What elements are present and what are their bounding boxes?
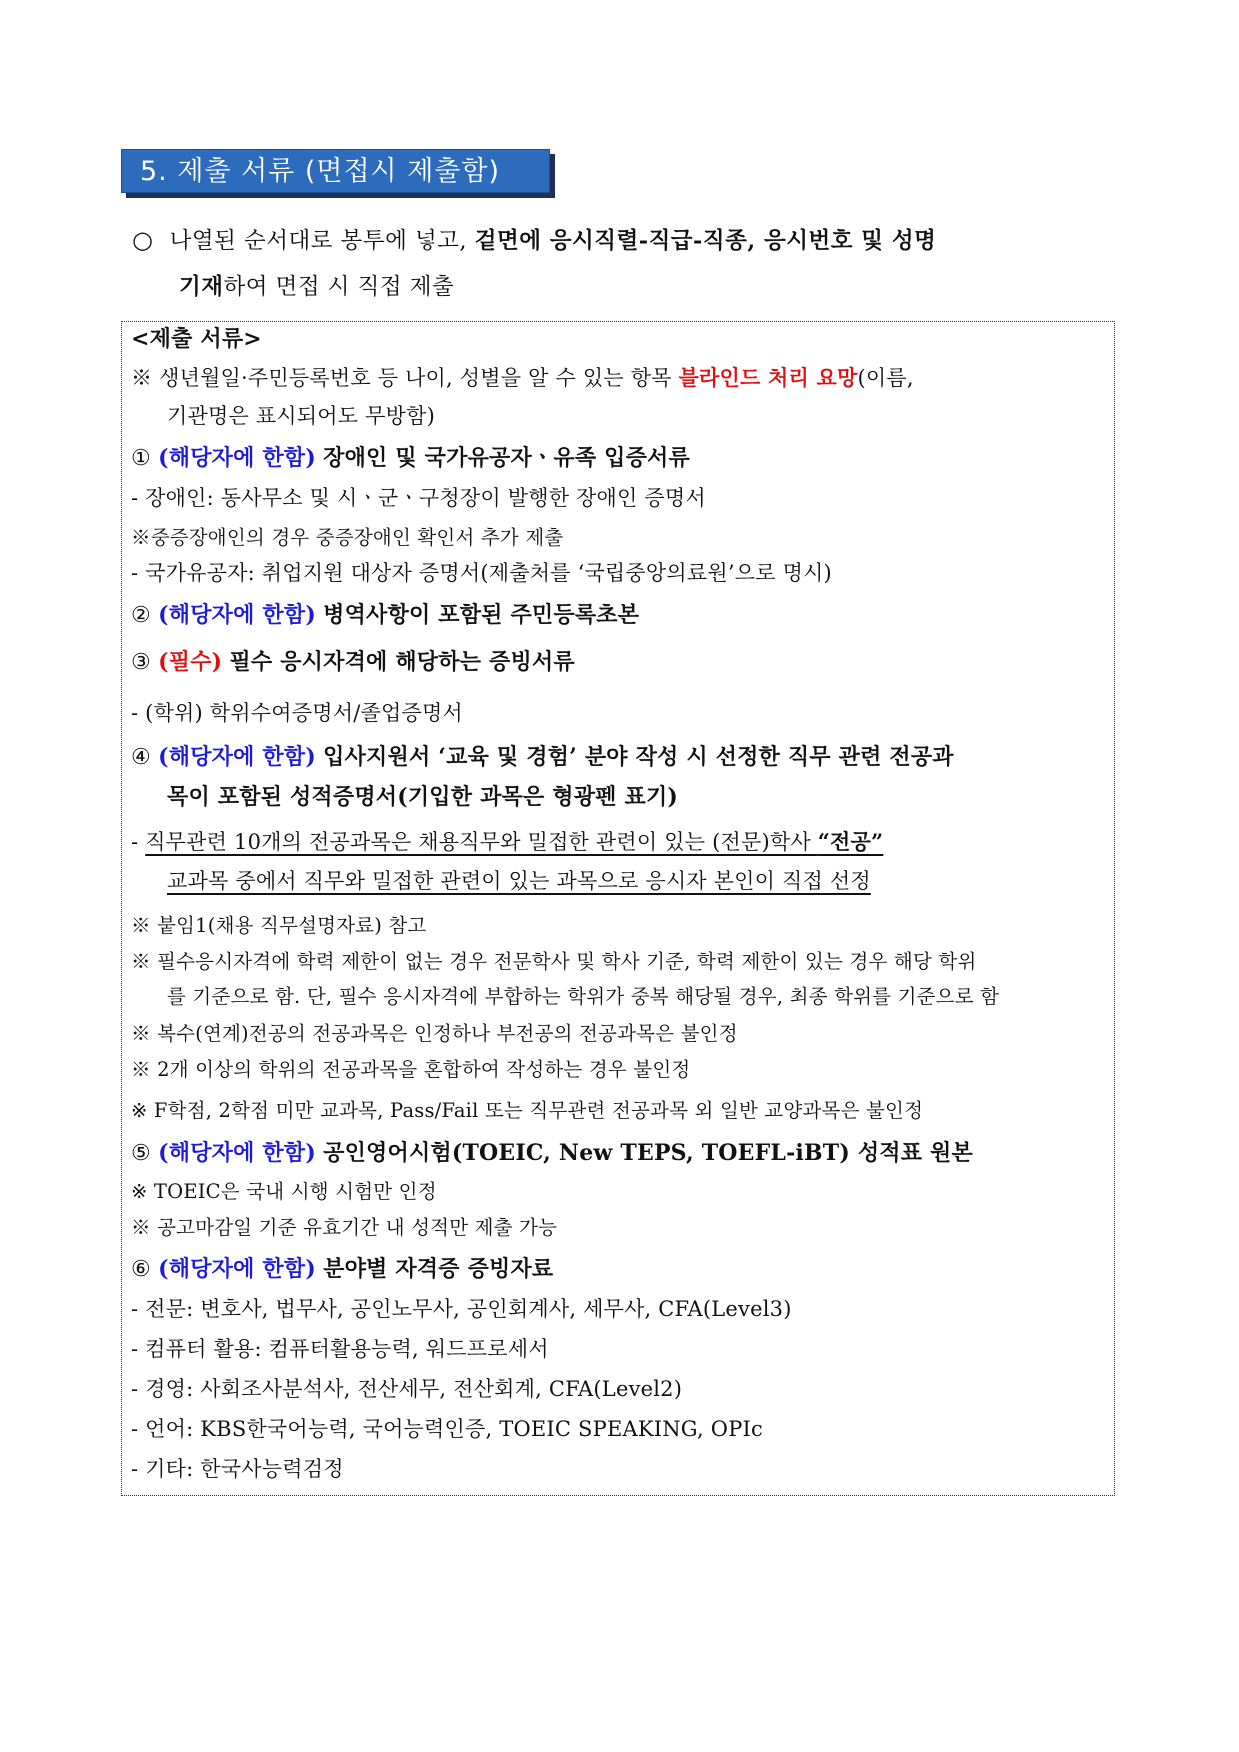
item4-note-5: ※ F학점, 2학점 미만 교과목, Pass/Fail 또는 직무관련 전공과목 외 일반 교양과목은 불인정	[131, 1099, 924, 1122]
item5-note-2: ※ 공고마감일 기준 유효기간 내 성적만 제출 가능	[131, 1216, 558, 1239]
item6-line-1: - 전문: 변호사, 법무사, 공인노무사, 공인회계사, 세무사, CFA(Level3)	[131, 1297, 792, 1321]
item1-heading	[131, 441, 690, 472]
item4-underline-2	[131, 865, 871, 895]
item6-line-4: - 언어: KBS한국어능력, 국어능력인증, TOEIC SPEAKING, OPIc	[131, 1417, 763, 1441]
item1-line-3: - 국가유공자: 취업지원 대상자 증명서(제출처를 ‘국립중앙의료원’으로 명시)	[131, 561, 832, 585]
item4-note-4: ※ 2개 이상의 학위의 전공과목을 혼합하여 작성하는 경우 불인정	[131, 1058, 691, 1081]
intro-text-bold-2: 기재	[179, 274, 224, 300]
item5-tag: (해당자에 한함)	[158, 1140, 316, 1166]
item1-line-2: ※중증장애인의 경우 중증장애인 확인서 추가 제출	[131, 526, 564, 549]
item6-heading	[131, 1252, 553, 1283]
item6-line-3: - 경영: 사회조사분석사, 전산세무, 전산회계, CFA(Level2)	[131, 1377, 683, 1401]
item4-title-a: 입사지원서 ‘교육 및 경험’ 분야 작성 시 선정한 직무 관련 전공과	[323, 744, 954, 770]
note-mark: ※	[131, 366, 153, 390]
item4-heading	[131, 740, 954, 771]
item4-u-a-text: 직무관련 10개의 전공과목은 채용직무와 밀접한 관련이 있는 (전문)학사	[145, 830, 818, 854]
dash: -	[131, 830, 139, 854]
item4-note-3: ※ 복수(연계)전공의 전공과목은 인정하나 부전공의 전공과목은 불인정	[131, 1022, 738, 1045]
item4-note-2: ※ 필수응시자격에 학력 제한이 없는 경우 전문학사 및 학사 기준, 학력 제한이 있는 경우 해당 학위	[131, 950, 977, 973]
item4-note-2-cont: 를 기준으로 함. 단, 필수 응시자격에 부합하는 학위가 중복 해당될 경우, 최종 학위를 기준으로 함	[167, 985, 1000, 1008]
item4-note-1: ※ 붙임1(채용 직무설명자료) 참고	[131, 914, 427, 937]
section-title: 5. 제출 서류 (면접시 제출함)	[121, 149, 550, 193]
intro-text-plain: 나열된 순서대로 봉투에 넣고,	[169, 228, 475, 254]
blind-text-red: 블라인드 처리 요망	[678, 365, 858, 390]
circle-bullet: ○	[132, 226, 154, 254]
item2-tag: (해당자에 한함)	[158, 602, 316, 628]
item1-line-1: - 장애인: 동사무소 및 시ㆍ군ㆍ구청장이 발행한 장애인 증명서	[131, 486, 706, 510]
item3-title: 필수 응시자격에 해당하는 증빙서류	[229, 649, 575, 675]
item6-line-5: - 기타: 한국사능력검정	[131, 1457, 344, 1481]
item3-num: ③	[131, 650, 151, 675]
item5-title: 공인영어시험(TOEIC, New TEPS, TOEFL-iBT) 성적표 원본	[323, 1140, 973, 1166]
item4-underline-1	[131, 826, 883, 856]
item3-tag: (필수)	[158, 649, 223, 675]
item5-num: ⑤	[131, 1141, 151, 1166]
item3-heading	[131, 645, 575, 676]
item2-num: ②	[131, 603, 151, 628]
item6-num: ⑥	[131, 1257, 151, 1282]
item5-note-1: ※ TOEIC은 국내 시행 시험만 인정	[131, 1180, 437, 1203]
blind-text-b: (이름,	[857, 366, 914, 390]
item2-heading	[131, 598, 639, 629]
blind-note-cont: 기관명은 표시되어도 무방함)	[167, 404, 435, 428]
item4-u-a	[145, 830, 883, 854]
intro-paragraph	[132, 217, 1122, 310]
intro-text-plain-2: 하여 면접 시 직접 제출	[223, 274, 455, 300]
item4-title-b: 목이 포함된 성적증명서(기입한 과목은 형광펜 표기)	[167, 784, 679, 810]
item6-title: 분야별 자격증 증빙자료	[323, 1256, 554, 1282]
item1-title: 장애인 및 국가유공자ㆍ유족 입증서류	[323, 445, 690, 471]
item6-tag: (해당자에 한함)	[158, 1256, 316, 1282]
item1-tag: (해당자에 한함)	[158, 445, 316, 471]
item5-heading	[131, 1136, 973, 1167]
item2-title: 병역사항이 포함된 주민등록초본	[323, 602, 640, 628]
item4-num: ④	[131, 745, 151, 770]
item4-u-a-bold: “전공”	[817, 829, 884, 854]
box-heading: <제출 서류>	[131, 326, 262, 352]
item4-u-b: 교과목 중에서 직무와 밀접한 관련이 있는 과목으로 응시자 본인이 직접 선정	[167, 869, 871, 893]
item1-num: ①	[131, 446, 151, 471]
blind-text-a: 생년월일·주민등록번호 등 나이, 성별을 알 수 있는 항목	[159, 366, 679, 390]
blind-note	[131, 362, 914, 392]
item4-tag: (해당자에 한함)	[158, 744, 316, 770]
item6-line-2: - 컴퓨터 활용: 컴퓨터활용능력, 워드프로세서	[131, 1337, 549, 1361]
intro-text-bold: 겉면에 응시직렬-직급-직종, 응시번호 및 성명	[474, 228, 937, 254]
item3-line-1: - (학위) 학위수여증명서/졸업증명서	[131, 701, 463, 725]
